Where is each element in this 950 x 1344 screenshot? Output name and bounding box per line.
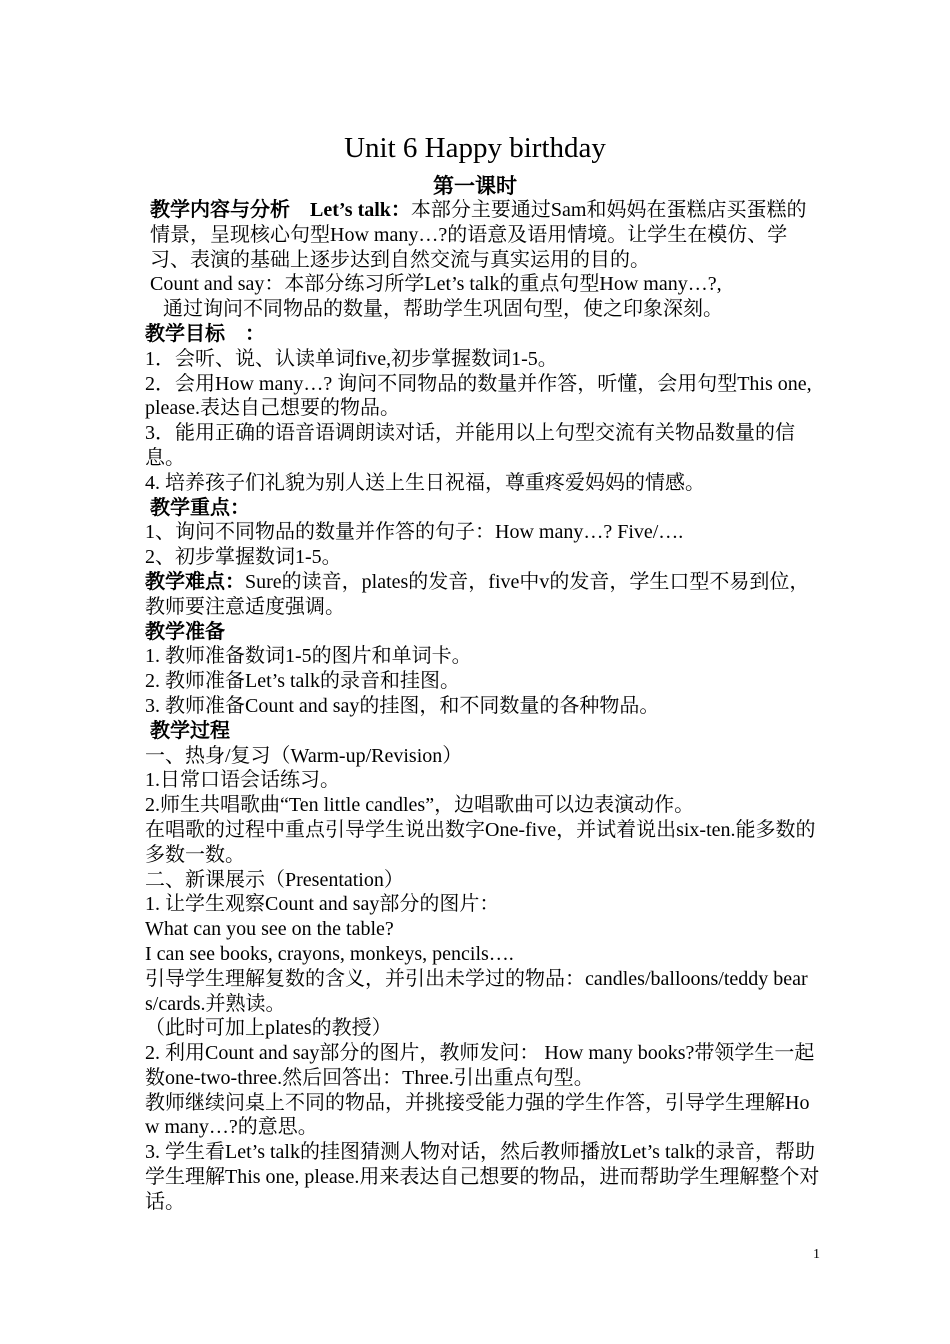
difficulty-heading: 教学难点 <box>145 570 225 593</box>
key-point-item: 2、初步掌握数词1-5。 <box>145 546 342 569</box>
process-line: 1.日常口语会话练习。 <box>145 769 340 792</box>
process-line: I can see books, crayons, monkeys, pencils…. <box>145 942 514 965</box>
goal-item: 4. 培养孩子们礼貌为别人送上生日祝福，尊重疼爱妈妈的情感。 <box>145 471 705 494</box>
analysis-heading: 教学内容与分析 <box>150 199 290 221</box>
key-point-item: 1、询问不同物品的数量并作答的句子：How many…? Five/…. <box>145 521 684 544</box>
process-line: 教师继续问桌上不同的物品，并挑接受能力强的学生作答，引导学生理解How many…?的意思。 <box>145 1091 810 1139</box>
count-paragraph-cont: 通过询问不同物品的数量，帮助学生巩固句型，使之印象深刻。 <box>163 298 723 321</box>
key-points-heading: 教学重点 <box>150 496 230 519</box>
preparation-item: 2. 教师准备Let’s talk的录音和挂图。 <box>145 670 460 693</box>
process-line: 二、新课展示（Presentation） <box>145 868 404 891</box>
goals-heading-line: 教学目标 ： <box>145 322 265 345</box>
process-line: 1. 让学生观察Count and say部分的图片： <box>145 893 500 916</box>
process-line: 3. 学生看Let’s talk的挂图猜测人物对话，然后教师播放Let’s talk的录音，帮助学生理解This one, please.用来表达自己想要的物品，进而帮助学生理解整个对话。 <box>145 1141 820 1213</box>
count-paragraph: Count and say：本部分练习所学Let’s talk的重点句型How many…?, <box>150 273 722 296</box>
preparation-item: 1. 教师准备数词1-5的图片和单词卡。 <box>145 645 472 668</box>
analysis-paragraph: 教学内容与分析 Let’s talk：本部分主要通过Sam和妈妈在蛋糕店买蛋糕的情景，呈现核心句型How many…?的语意及语用情境。让学生在模仿、学习、表演的基础上逐步达到自然交流与真实运用的目的。 <box>150 199 807 271</box>
lesson-subtitle: 第一课时 <box>433 174 517 198</box>
key-points-heading-line: 教学重点： <box>150 496 250 519</box>
page-number: 1 <box>813 1247 820 1262</box>
process-line: What can you see on the table? <box>145 918 394 941</box>
talk-label: Let’s talk <box>310 199 391 221</box>
process-heading: 教学过程 <box>150 719 230 742</box>
process-line: 引导学生理解复数的含义，并引出未学过的物品：candles/balloons/teddy bears/cards.并熟读。 <box>145 967 808 1015</box>
goals-heading: 教学目标 <box>145 322 225 345</box>
preparation-item: 3. 教师准备Count and say的挂图，和不同数量的各种物品。 <box>145 694 660 717</box>
process-line: 在唱歌的过程中重点引导学生说出数字One-five，并试着说出six-ten.能多数的多数一数。 <box>145 818 816 866</box>
process-line: 一、热身/复习（Warm-up/Revision） <box>145 744 463 767</box>
difficulty-text: Sure的读音，plates的发音，five中v的发音，学生口型不易到位，教师要注意适度强调。 <box>145 570 810 618</box>
goal-item: 1．会听、说、认读单词five,初步掌握数词1-5。 <box>145 347 558 370</box>
process-line: （此时可加上plates的教授） <box>145 1017 392 1040</box>
goal-item: 3．能用正确的语音语调朗读对话，并能用以上句型交流有关物品数量的信息。 <box>145 422 795 469</box>
goal-item: 2．会用How many…? 询问不同物品的数量并作答，听懂，会用句型This one, please.表达自己想要的物品。 <box>145 372 817 420</box>
preparation-heading: 教学准备 <box>145 620 225 643</box>
difficulty-paragraph: 教学难点：Sure的读音，plates的发音，five中v的发音，学生口型不易到位，教师要注意适度强调。 <box>145 570 810 618</box>
talk-text: 本部分主要通过Sam和妈妈在蛋糕店买蛋糕的情景，呈现核心句型How many…?的语意及语用情境。让学生在模仿、学习、表演的基础上逐步达到自然交流与真实运用的目的。 <box>150 199 807 271</box>
process-line: 2. 利用Count and say部分的图片，教师发问： How many books?带领学生一起数one-two-three.然后回答出：Three.引出重点句型。 <box>145 1042 815 1089</box>
document-body <box>145 198 820 1215</box>
process-line: 2.师生共唱歌曲“Ten little candles”，边唱歌曲可以边表演动作。 <box>145 794 695 817</box>
document-title: Unit 6 Happy birthday <box>344 132 606 164</box>
